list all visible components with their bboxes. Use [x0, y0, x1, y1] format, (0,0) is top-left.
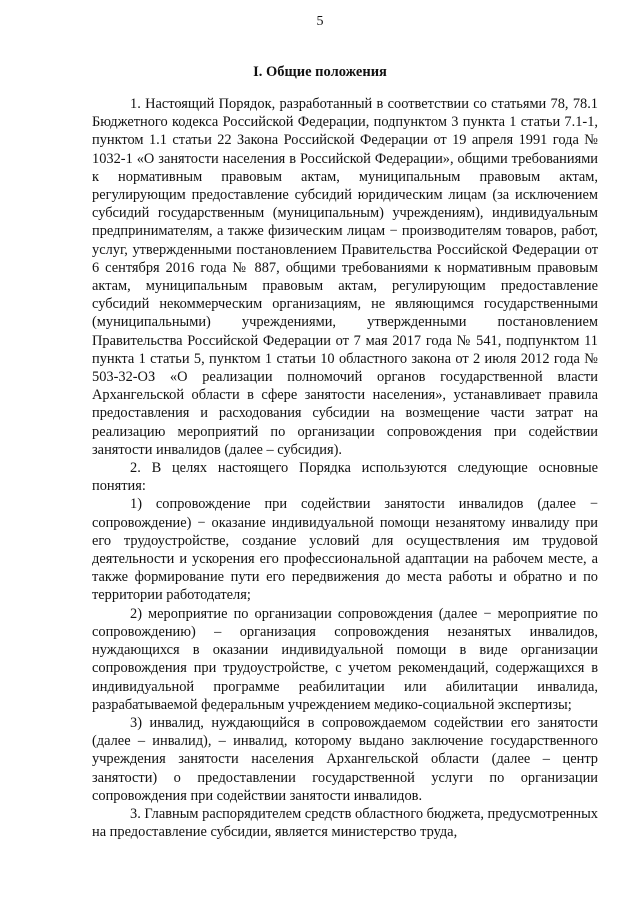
paragraph-3: 3. Главным распорядителем средств областного бюджета, предусмотренных на предоставление субсидии, является министерство труда, [92, 805, 598, 841]
paragraph-2: 2. В целях настоящего Порядка используются следующие основные понятия: [92, 460, 598, 495]
definition-3: 3) инвалид, нуждающийся в сопровождаемом содействии его занятости (далее – инвалид), – инвалид, которому выдано заключение государственного учреждения занятости населения Архангельской области (далее – центр занятости) о предоставлении государственной услуги по организации сопровождения при содействии занятости инвалидов. [92, 714, 598, 804]
paragraph-1: 1. Настоящий Порядок, разработанный в соответствии со статьями 78, 78.1 Бюджетного кодекса Российской Федерации, подпунктом 3 пункта 1 статьи 7.1-1, пунктом 1.1 статьи 22 Закона Российской Федерации от 19 апреля 1991 года № 1032-1 «О занятости населения в Российской Федерации», общими требованиями к нормативным правовым актам, муниципальным правовым актам, регулирующим предоставление субсидий юридическим лицам (за исключением субсидий государственным (муниципальным) учреждениям), индивидуальным предпринимателям, а также физическим лицам − производителям товаров, работ, услуг, утвержденными постановлением Правительства Российской Федерации от 6 сентября 2016 года № 887, общими требованиями к нормативным правовым актам, муниципальным правовым актам, регулирующим предоставление субсидий некоммерческим организациям, не являющимся государственными (муниципальными) учреждениями, утвержденными постановлением Правительства Российской Федерации от 7 мая 2017 года № 541, подпунктом 11 пункта 1 статьи 5, пунктом 1 статьи 10 областного закона от 2 июля 2012 года № 503-32-ОЗ «О реализации полномочий органов государственной власти Архангельской области в сфере занятости населения», устанавливает правила предоставления и расходования субсидии на возмещение части затрат на реализацию мероприятий по организации сопровождения при содействии занятости инвалидов (далее – субсидия). [92, 96, 598, 458]
definition-1: 1) сопровождение при содействии занятости инвалидов (далее − сопровождение) − оказание индивидуальной помощи незанятому инвалиду при его трудоустройстве, создание условий для осуществления им трудовой деятельности и ускорения его профессиональной адаптации на рабочем месте, а также формирование пути его передвижения до места работы и обратно и по территории работодателя; [92, 496, 598, 604]
definition-2: 2) мероприятие по организации сопровождения (далее − мероприятие по сопровождению) – организация сопровождения незанятых инвалидов, нуждающихся в оказании индивидуальной помощи в виде организации сопровождения при трудоустройстве, с учетом рекомендаций, содержащихся в индивидуальной программе реабилитации или абилитации инвалида, разрабатываемой федеральным учреждением медико-социальной экспертизы; [92, 605, 598, 713]
section-heading: I. Общие положения [253, 64, 387, 80]
page-number: 5 [316, 14, 324, 29]
document-body [92, 95, 598, 841]
